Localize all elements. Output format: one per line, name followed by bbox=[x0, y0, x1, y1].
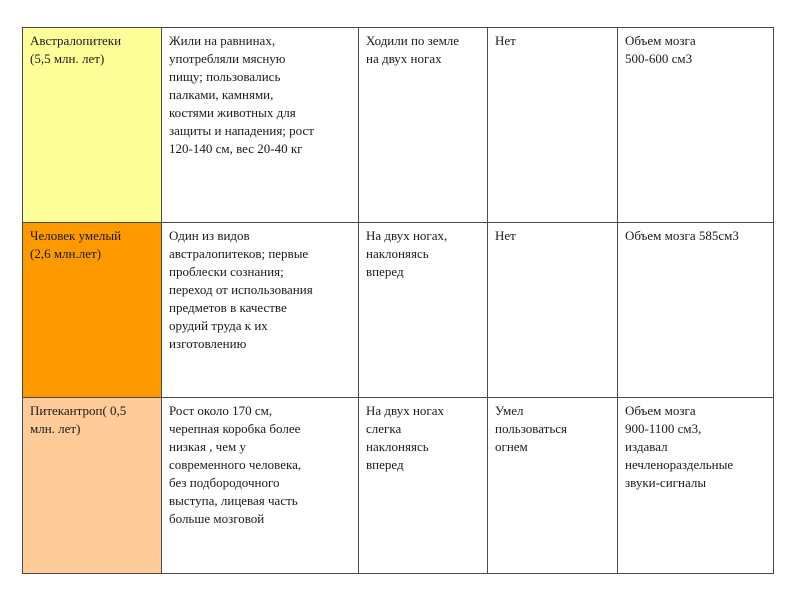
table-row bbox=[23, 398, 774, 574]
fire-use-cell: Умел пользоваться огнем bbox=[488, 398, 618, 574]
description-cell: Один из видов австралопитеков; первые проблески сознания; переход от использования предметов в качестве орудий труда к их изготовлению bbox=[162, 223, 359, 398]
fire-use-cell: Нет bbox=[488, 223, 618, 398]
brain-volume-cell: Объем мозга 900-1100 см3, издавал нечленораздельные звуки-сигналы bbox=[618, 398, 774, 574]
species-name-cell: Австралопитеки (5,5 млн. лет) bbox=[23, 28, 162, 223]
brain-volume-cell: Объем мозга 585см3 bbox=[618, 223, 774, 398]
locomotion-cell: На двух ногах, наклоняясь вперед bbox=[359, 223, 488, 398]
description-cell: Рост около 170 см, черепная коробка более низкая , чем у современного человека, без подбородочного выступа, лицевая часть больше мозговой bbox=[162, 398, 359, 574]
table-row bbox=[23, 28, 774, 223]
brain-volume-cell: Объем мозга 500-600 см3 bbox=[618, 28, 774, 223]
species-name-cell: Человек умелый (2,6 млн.лет) bbox=[23, 223, 162, 398]
species-name-cell: Питекантроп( 0,5 млн. лет) bbox=[23, 398, 162, 574]
fire-use-cell: Нет bbox=[488, 28, 618, 223]
description-cell: Жили на равнинах, употребляли мясную пищу; пользовались палками, камнями, костями животных для защиты и нападения; рост 120-140 см, вес 20-40 кг bbox=[162, 28, 359, 223]
table-row bbox=[23, 223, 774, 398]
locomotion-cell: На двух ногах слегка наклоняясь вперед bbox=[359, 398, 488, 574]
evolution-table bbox=[22, 27, 774, 574]
locomotion-cell: Ходили по земле на двух ногах bbox=[359, 28, 488, 223]
